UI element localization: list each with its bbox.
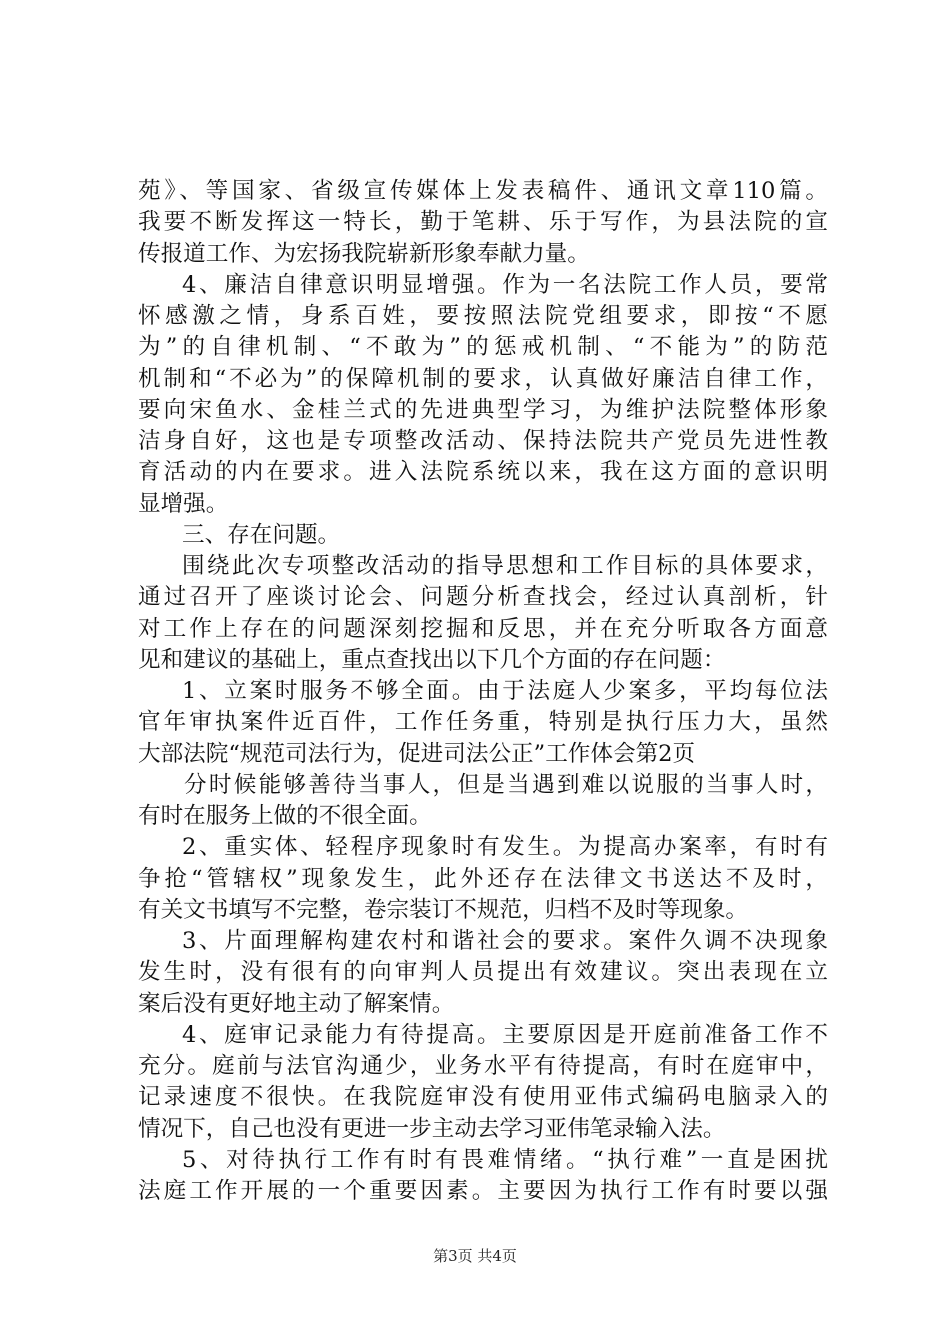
text-line: 显增强。 [138,490,229,517]
page-footer: 第3页 共4页 [433,1247,517,1265]
text-line: 官年审执案件近百件，工作任务重，特别是执行压力大，虽然 [138,709,828,736]
text-line: 分时候能够善待当事人，但是当遇到难以说服的当事人时， [184,771,828,798]
text-line: 大部法院“规范司法行为，促进司法公正”工作体会第2页 [138,740,696,767]
text-line: 发生时，没有很有的向审判人员提出有效建议。突出表现在立 [138,959,828,986]
text-line: 有时在服务上做的不很全面。 [138,803,432,829]
text-line: 法庭工作开展的一个重要因素。主要因为执行工作有时要以强 [138,1178,828,1204]
text-line: 机制和“不必为”的保障机制的要求，认真做好廉洁自律工作， [138,365,828,392]
text-line: 3、片面理解构建农村和谐社会的要求。案件久调不决现象 [182,928,828,954]
body-text [138,176,828,1207]
text-line: 4、庭审记录能力有待提高。主要原因是开庭前准备工作不 [182,1021,828,1048]
text-line: 为”的自律机制、“不敢为”的惩戒机制、“不能为”的防范 [138,334,828,361]
text-line: 有关文书填写不完整，卷宗装订不规范，归档不及时等现象。 [138,896,749,923]
text-line: 要向宋鱼水、金桂兰式的先进典型学习，为维护法院整体形象 [138,396,828,423]
text-line: 争抢“管辖权”现象发生，此外还存在法律文书送达不及时， [138,865,828,892]
text-line: 传报道工作、为宏扬我院崭新形象奉献力量。 [138,240,590,267]
text-line: 对工作上存在的问题深刻挖掘和反思，并在充分听取各方面意 [138,615,828,642]
text-line: 三、存在问题。 [182,521,341,548]
text-line: 通过召开了座谈讨论会、问题分析查找会，经过认真剖析，针 [138,584,828,611]
text-line: 苑》、等国家、省级宣传媒体上发表稿件、通讯文章110篇。 [138,178,828,204]
text-line: 充分。庭前与法官沟通少，业务水平有待提高，有时在庭审中， [138,1053,828,1079]
text-line: 见和建议的基础上，重点查找出以下几个方面的存在问题： [138,646,726,673]
text-line: 案后没有更好地主动了解案情。 [138,990,455,1017]
text-line: 5、对待执行工作有时有畏难情绪。“执行难”一直是困扰 [182,1146,828,1173]
text-line: 4、廉洁自律意识明显增强。作为一名法院工作人员，要常 [182,271,828,298]
text-line: 情况下，自己也没有更进一步主动去学习亚伟笔录输入法。 [138,1115,726,1142]
text-line: 怀感激之情，身系百姓，要按照法院党组要求，即按“不愿 [138,303,828,329]
text-line: 我要不断发挥这一特长，勤于笔耕、乐于写作，为县法院的宣 [138,209,828,236]
text-line: 育活动的内在要求。进入法院系统以来，我在这方面的意识明 [138,459,828,486]
text-line: 2、重实体、轻程序现象时有发生。为提高办案率，有时有 [182,834,828,861]
text-line: 围绕此次专项整改活动的指导思想和工作目标的具体要求， [182,553,828,579]
text-line: 1、立案时服务不够全面。由于法庭人少案多，平均每位法 [182,678,828,704]
text-line: 洁身自好，这也是专项整改活动、保持法院共产党员先进性教 [138,428,828,454]
text-line: 记录速度不很快。在我院庭审没有使用亚伟式编码电脑录入的 [138,1084,828,1111]
